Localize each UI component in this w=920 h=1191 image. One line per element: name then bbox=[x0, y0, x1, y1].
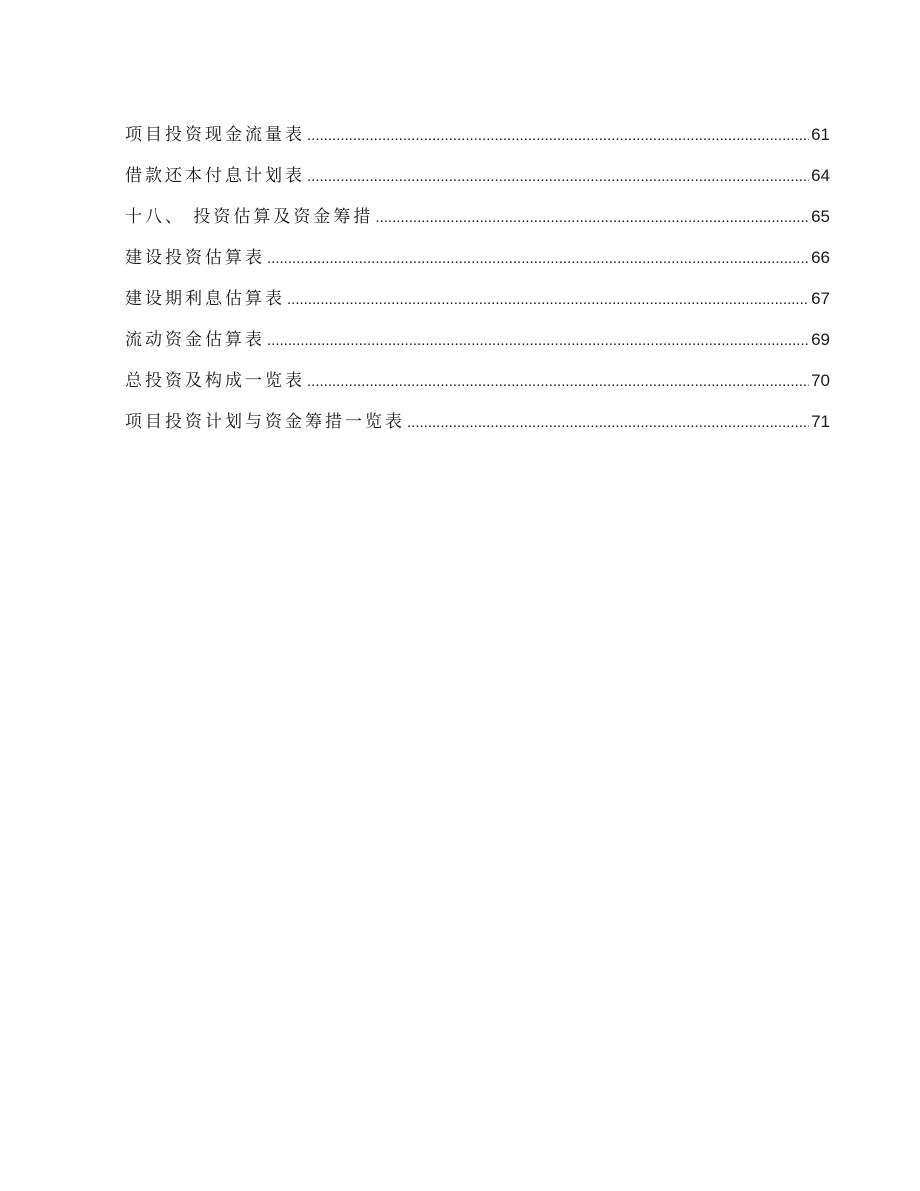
toc-entry-title: 流动资金估算表 bbox=[125, 330, 265, 350]
toc-dot-leader bbox=[267, 245, 809, 273]
toc-entry-working-capital-estimate[interactable] bbox=[125, 326, 830, 367]
toc-entry-construction-investment-estimate[interactable] bbox=[125, 244, 830, 285]
toc-entry-page: 70 bbox=[811, 371, 830, 390]
toc-dot-leader bbox=[375, 204, 809, 232]
toc-dot-leader bbox=[267, 327, 809, 355]
toc-entry-title: 总投资及构成一览表 bbox=[125, 371, 305, 391]
toc-dot-leader bbox=[307, 122, 809, 150]
toc-dot-leader bbox=[407, 409, 809, 437]
toc-dot-leader bbox=[307, 368, 809, 396]
toc-dot-leader bbox=[287, 286, 809, 314]
toc-dot-leader bbox=[307, 163, 809, 191]
toc-entry-page: 65 bbox=[811, 207, 830, 226]
toc-entry-investment-plan-financing-overview[interactable] bbox=[125, 408, 830, 449]
toc-entry-construction-interest-estimate[interactable] bbox=[125, 285, 830, 326]
table-of-contents bbox=[125, 121, 830, 449]
toc-entry-investment-estimate-section[interactable] bbox=[125, 203, 830, 244]
toc-entry-cash-flow-table[interactable] bbox=[125, 121, 830, 162]
toc-entry-title: 项目投资计划与资金筹措一览表 bbox=[125, 412, 405, 432]
toc-entry-page: 61 bbox=[811, 125, 830, 144]
toc-entry-page: 69 bbox=[811, 330, 830, 349]
toc-entry-title: 建设期利息估算表 bbox=[125, 289, 285, 309]
toc-entry-loan-repayment-plan[interactable] bbox=[125, 162, 830, 203]
toc-entry-page: 67 bbox=[811, 289, 830, 308]
toc-entry-page: 71 bbox=[811, 412, 830, 431]
toc-entry-title: 项目投资现金流量表 bbox=[125, 125, 305, 145]
toc-entry-page: 64 bbox=[811, 166, 830, 185]
toc-entry-title: 十八、 投资估算及资金筹措 bbox=[125, 207, 374, 227]
toc-entry-title: 借款还本付息计划表 bbox=[125, 166, 305, 186]
toc-entry-page: 66 bbox=[811, 248, 830, 267]
toc-entry-total-investment-overview[interactable] bbox=[125, 367, 830, 408]
toc-entry-title: 建设投资估算表 bbox=[125, 248, 265, 268]
